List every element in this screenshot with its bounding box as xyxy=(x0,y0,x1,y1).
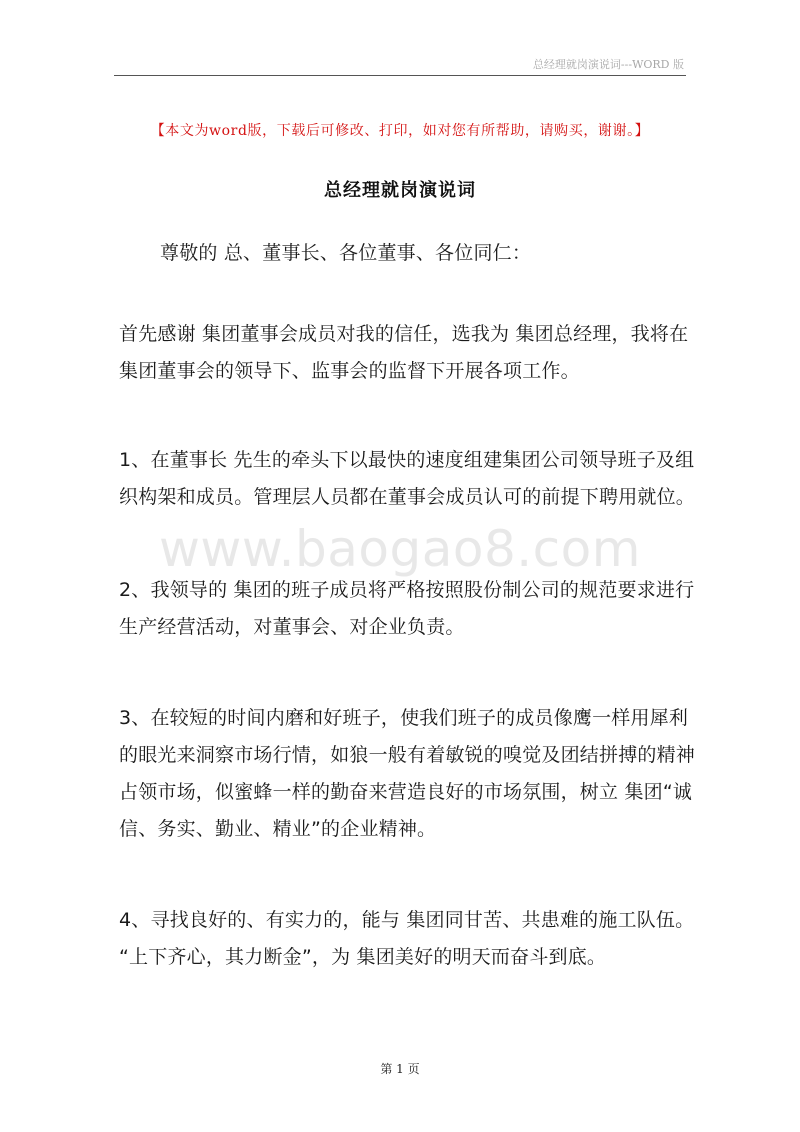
paragraph-item-2 xyxy=(119,572,695,646)
paragraph-line: “上下齐心，其力断金”，为 集团美好的明天而奋斗到底。 xyxy=(119,946,607,968)
salutation: 尊敬的 总、董事长、各位董事、各位同仁： xyxy=(160,242,532,264)
paragraph-item-4 xyxy=(119,902,695,976)
download-notice: 【本文为word版，下载后可修改、打印，如对您有所帮助，请购买，谢谢。】 xyxy=(150,123,650,139)
running-header: 总经理就岗演说词---WORD 版 xyxy=(532,58,684,71)
page-number: 第 1 页 xyxy=(380,1062,420,1076)
paragraph-line: 的眼光来洞察市场行情，如狼一般有着敏锐的嗅觉及团结拼搏的精神 xyxy=(119,744,696,766)
paragraph-line: 信、务实、勤业、精业”的企业精神。 xyxy=(119,818,437,840)
paragraph-line: 首先感谢 集团董事会成员对我的信任，选我为 集团总经理，我将在 xyxy=(119,323,689,345)
paragraph-line: 2、我领导的 集团的班子成员将严格按照股份制公司的规范要求进行 xyxy=(119,579,695,601)
document-title: 总经理就岗演说词 xyxy=(324,180,476,201)
paragraph-line: 生产经营活动，对董事会、对企业负责。 xyxy=(119,616,465,638)
paragraph-line: 占领市场，似蜜蜂一样的勤奋来营造良好的市场氛围，树立 集团“诚 xyxy=(119,781,693,803)
paragraph-line: 1、在董事长 先生的牵头下以最快的速度组建集团公司领导班子及组 xyxy=(119,449,695,471)
paragraph-line: 4、寻找良好的、有实力的，能与 集团同甘苦、共患难的施工队伍。 xyxy=(119,909,695,931)
paragraph-item-1 xyxy=(119,442,696,516)
header-divider xyxy=(114,75,686,76)
paragraph-line: 集团董事会的领导下、监事会的监督下开展各项工作。 xyxy=(119,360,580,382)
paragraph-intro xyxy=(119,316,689,390)
paragraph-item-3 xyxy=(119,700,696,848)
paragraph-line: 织构架和成员。管理层人员都在董事会成员认可的前提下聘用就位。 xyxy=(119,486,696,508)
watermark-text: www.baogao8.com xyxy=(159,520,641,578)
paragraph-line: 3、在较短的时间内磨和好班子，使我们班子的成员像鹰一样用犀利 xyxy=(119,707,689,729)
